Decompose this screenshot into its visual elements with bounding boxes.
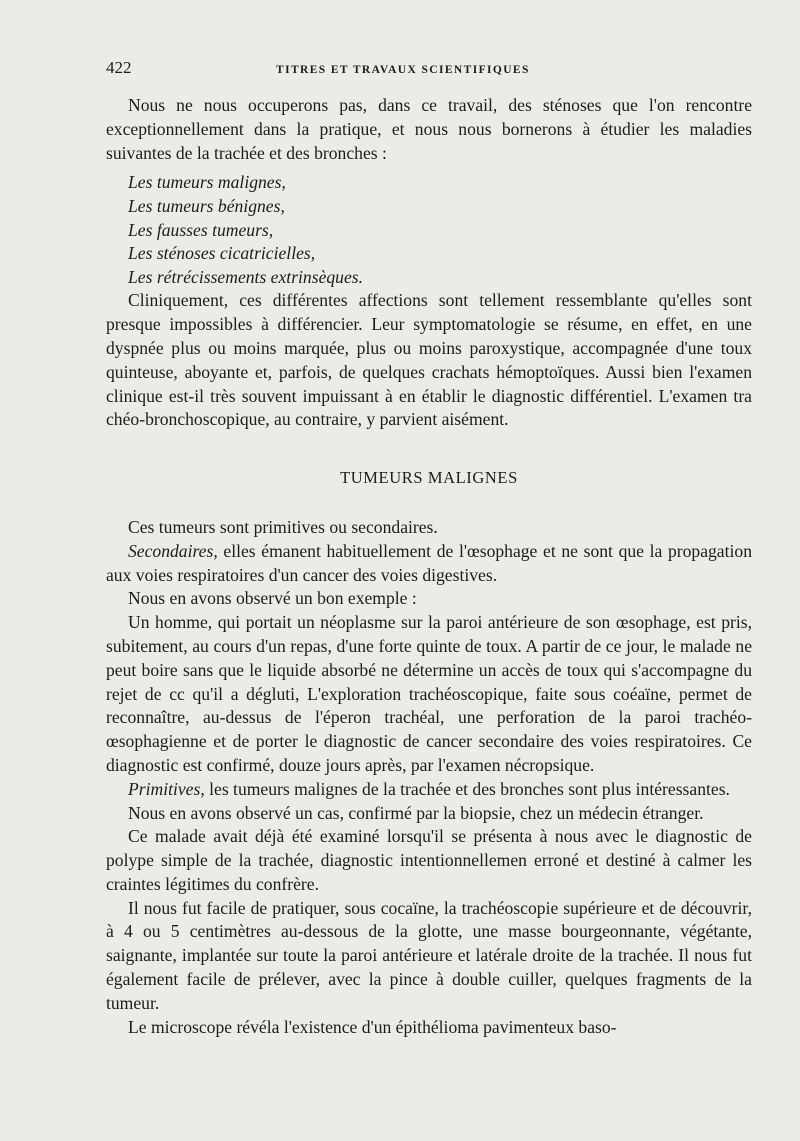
- paragraph: [106, 1016, 752, 1040]
- paragraph-text: elles émanent habituellement de l'œsophage et ne sont que la propagation aux voies respiratoires d'un cancer des voies digestives.: [106, 540, 752, 585]
- intro-paragraph-2: Cliniquement, ces différentes affections sont tellement ressemblante qu'elles sont presque impossibles à différencier. Leur symptomatologie se résume, en effet, en une dyspnée plus ou moins marquée, plus ou moins paroxystique, accompagnée d'une toux quinteuse, aboyante et, parfois, de quelques crachats hémoptoïques. Aussi bien l'examen clinique est-il très souvent impuissant à en établir le diagnostic différentiel. L'examen tra chéo-bronchoscopique, au contraire, y parvient aisément.: [106, 290, 752, 430]
- paragraph-text: Un homme, qui portait un néoplasme sur la paroi antérieure de son œsophage, est pris, subitement, au cours d'un repas, d'une forte quinte de toux. A partir de ce jour, le malade ne peut boire sans que le liquide absorbé ne détermine un accès de toux qui s'accompagne du rejet de cc qu'il a dégluti, L'exploration trachéoscopique, faite sous coéaïne, permet de reconnaître, au-dessus de l'éperon trachéal, une perforation de la paroi trachéo-œsophagienne et de porter le diagnostic de cancer secondaire des voies respiratoires. Ce diagnostic est confirmé, douze jours après, par l'examen nécropsique.: [106, 612, 752, 775]
- paragraph: [106, 516, 752, 540]
- paragraph-text: Le microscope révéla l'existence d'un épithélioma pavimenteux baso-: [128, 1016, 617, 1037]
- paragraph-text: Ce malade avait déjà été examiné lorsqu'il se présenta à nous avec le diagnostic de polype simple de la trachée, diagnostic intentionnellemen erroné et destiné à calmer les craintes légitimes du confrère.: [106, 826, 752, 894]
- section-heading: TUMEURS MALIGNES: [340, 468, 518, 488]
- paragraph: [106, 587, 752, 611]
- list-item: Les sténoses cicatricielles,: [128, 243, 316, 264]
- paragraph: [106, 802, 752, 826]
- paragraph: [106, 825, 752, 896]
- body-text: [106, 94, 752, 1039]
- list-item: Les tumeurs malignes,: [128, 172, 286, 193]
- paragraph-text: Nous en avons observé un bon exemple :: [128, 588, 417, 609]
- page-header: [106, 58, 752, 88]
- paragraph: [106, 897, 752, 1016]
- paragraph-text: les tumeurs malignes de la trachée et des bronches sont plus intéressantes.: [204, 778, 730, 799]
- running-title: TITRES ET TRAVAUX SCIENTIFIQUES: [276, 64, 530, 76]
- paragraph-lead: Secondaires,: [128, 540, 218, 561]
- list-item: Les rétrécissements extrinsèques.: [128, 266, 364, 287]
- paragraph: [106, 540, 752, 588]
- paragraph-text: Nous en avons observé un cas, confirmé par la biopsie, chez un médecin étranger.: [128, 802, 704, 823]
- paragraph-lead: Primitives,: [128, 778, 205, 799]
- paragraph-text: Il nous fut facile de pratiquer, sous cocaïne, la trachéoscopie supérieure et de découvrir, à 4 ou 5 centimètres au-dessous de la glotte, une masse bourgeonnante, végétante, saignante, implantée sur toute la paroi antérieure et latérale droite de la trachée. Il nous fut également facile de prélever, avec la pince à double cuiller, quelques fragments de la tumeur.: [106, 897, 752, 1013]
- paragraph: [106, 611, 752, 778]
- paragraph: [106, 778, 752, 802]
- intro-paragraph-1: Nous ne nous occuperons pas, dans ce travail, des sténoses que l'on rencontre exceptionnellement dans la pratique, et nous nous bornerons à étudier les maladies suivantes de la trachée et des bronches :: [106, 95, 752, 163]
- list-item: Les fausses tumeurs,: [128, 219, 274, 240]
- page-number: 422: [106, 58, 132, 77]
- list-item: Les tumeurs bénignes,: [128, 195, 285, 216]
- paragraph-text: Ces tumeurs sont primitives ou secondaires.: [128, 516, 438, 537]
- disease-list: [106, 171, 752, 289]
